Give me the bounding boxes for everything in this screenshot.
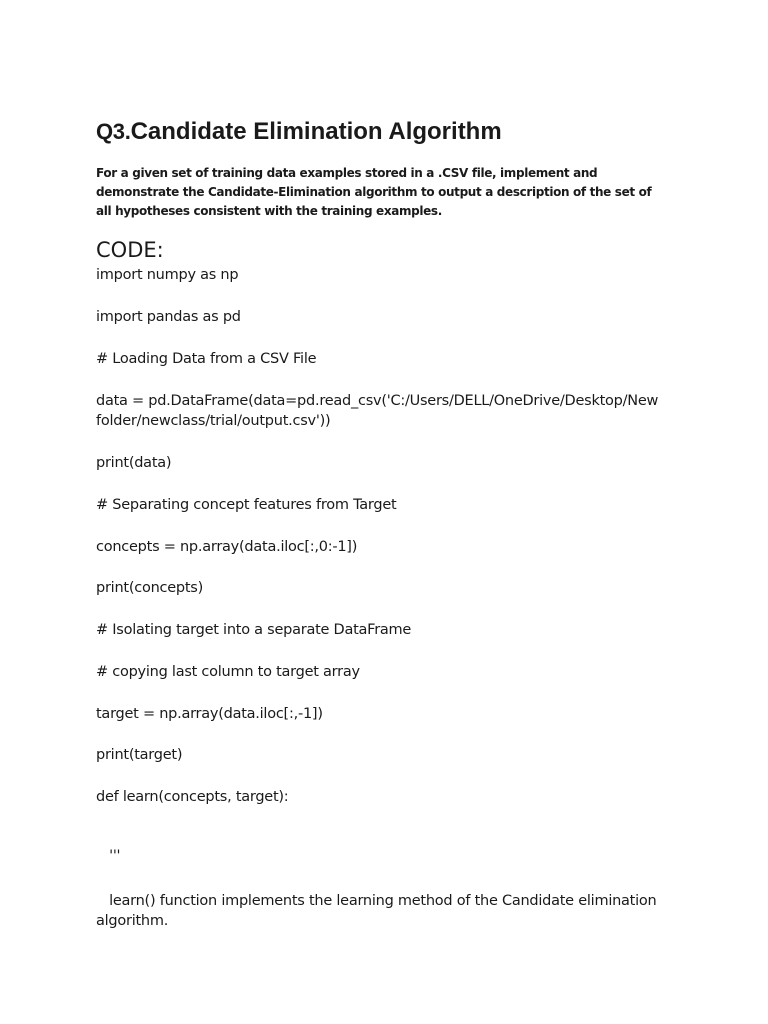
code-line: ''' [96,848,121,864]
code-heading: CODE: [96,238,164,262]
code-line: learn() function implements the learning method of the Candidate elimination algorithm. [96,893,661,929]
code-line: # copying last column to target array [96,664,360,680]
code-line: print(concepts) [96,580,204,596]
code-line: # Loading Data from a CSV File [96,351,317,367]
code-line: print(target) [96,747,183,763]
page-title [96,114,502,150]
code-line: target = np.array(data.iloc[:,-1]) [96,706,323,722]
code-line: data = pd.DataFrame(data=pd.read_csv('C:/Users/DELL/OneDrive/Desktop/New folder/newclass/trial/output.csv')) [96,393,663,429]
code-line: def learn(concepts, target): [96,789,289,805]
code-line: # Isolating target into a separate DataFrame [96,622,412,638]
code-line: concepts = np.array(data.iloc[:,0:-1]) [96,539,358,555]
title-text: Candidate Elimination Algorithm [130,118,502,145]
code-line: import pandas as pd [96,309,241,325]
code-line: print(data) [96,455,172,471]
problem-statement: For a given set of training data examples stored in a .CSV file, implement and demonstrate the Candidate-Elimination algorithm to output a description of the set of all hypotheses consistent with the training examples. [96,166,652,218]
code-line: # Separating concept features from Target [96,497,397,513]
question-number: Q3. [96,119,131,144]
code-line: import numpy as np [96,267,239,283]
